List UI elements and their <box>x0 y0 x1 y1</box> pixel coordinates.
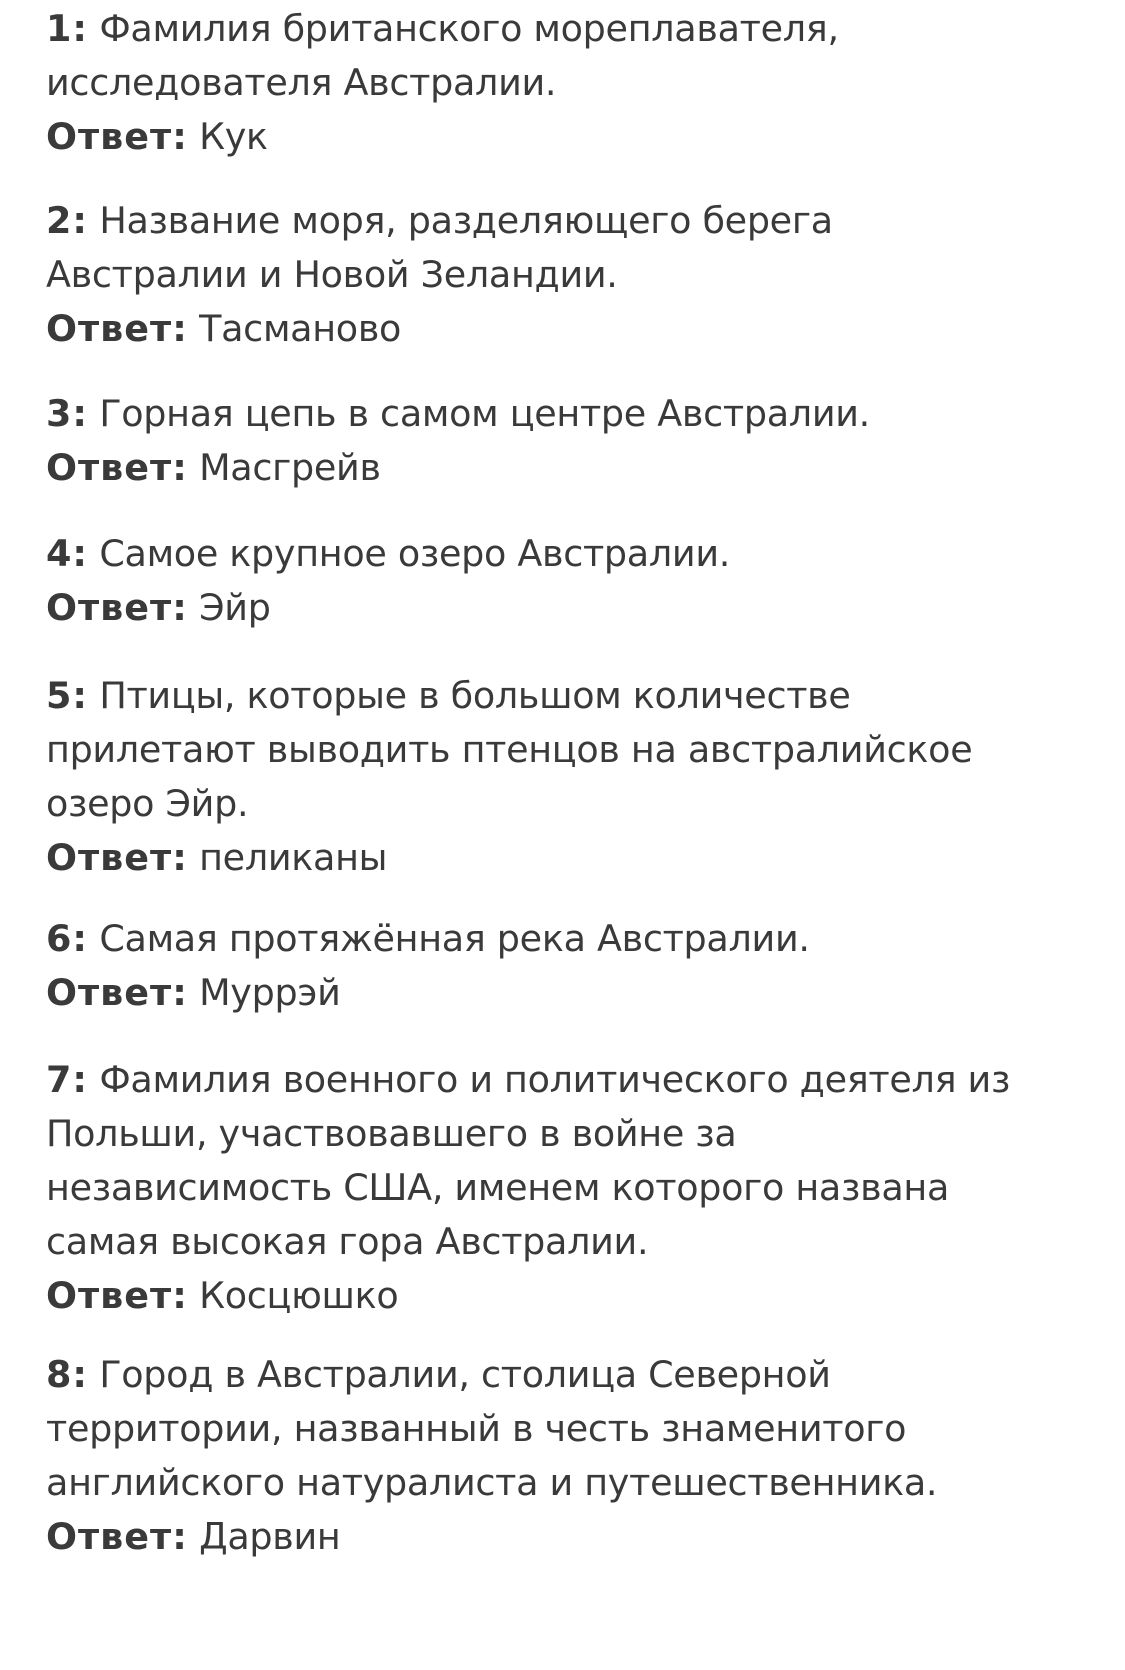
question-text: территории, названный в честь знаменитого <box>46 1407 907 1450</box>
question-line <box>46 669 1106 723</box>
answer-label: Ответ: <box>46 971 188 1014</box>
answer-line <box>46 966 1106 1020</box>
answer-value: Косцюшко <box>199 1274 399 1317</box>
question-text: Польши, участвовавшего в войне за <box>46 1112 737 1155</box>
question-text: Самая протяжённая река Австралии. <box>99 917 810 960</box>
question-text: самая высокая гора Австралии. <box>46 1220 649 1263</box>
answer-value: Муррэй <box>199 971 341 1014</box>
question-number: 6: <box>46 917 88 960</box>
question-line <box>46 56 1106 110</box>
answer-value: пеликаны <box>199 836 388 879</box>
answer-line <box>46 1269 1106 1323</box>
question-text: Горная цепь в самом центре Австралии. <box>99 392 870 435</box>
qa-item-3 <box>46 387 1106 495</box>
question-number: 8: <box>46 1353 88 1396</box>
qa-item-6 <box>46 912 1106 1020</box>
answer-label: Ответ: <box>46 586 188 629</box>
question-line <box>46 1456 1106 1510</box>
question-number: 2: <box>46 199 88 242</box>
question-text: Птицы, которые в большом количестве <box>99 674 851 717</box>
question-line <box>46 527 1106 581</box>
qa-item-2 <box>46 194 1106 356</box>
question-text: прилетают выводить птенцов на австралийское <box>46 728 973 771</box>
answer-label: Ответ: <box>46 115 188 158</box>
answer-line <box>46 1510 1106 1564</box>
question-text: Самое крупное озеро Австралии. <box>99 532 731 575</box>
question-text: озеро Эйр. <box>46 782 249 825</box>
answer-value: Масгрейв <box>199 446 381 489</box>
question-line <box>46 1215 1106 1269</box>
question-number: 7: <box>46 1058 88 1101</box>
answer-value: Кук <box>199 115 268 158</box>
answer-label: Ответ: <box>46 836 188 879</box>
answer-label: Ответ: <box>46 307 188 350</box>
qa-item-4 <box>46 527 1106 635</box>
question-text: Название моря, разделяющего берега <box>99 199 833 242</box>
question-line <box>46 387 1106 441</box>
question-text: исследователя Австралии. <box>46 61 557 104</box>
answer-value: Эйр <box>199 586 271 629</box>
question-line <box>46 2 1106 56</box>
question-text: Город в Австралии, столица Северной <box>99 1353 831 1396</box>
answer-value: Дарвин <box>199 1515 341 1558</box>
question-text: Фамилия британского мореплавателя, <box>99 7 839 50</box>
answer-label: Ответ: <box>46 1274 188 1317</box>
question-line <box>46 1402 1106 1456</box>
question-line <box>46 1053 1106 1107</box>
question-line <box>46 777 1106 831</box>
question-text: английского натуралиста и путешественника. <box>46 1461 938 1504</box>
question-line <box>46 194 1106 248</box>
question-line <box>46 723 1106 777</box>
question-number: 1: <box>46 7 88 50</box>
answer-line <box>46 581 1106 635</box>
answer-line <box>46 302 1106 356</box>
answer-line <box>46 831 1106 885</box>
question-number: 4: <box>46 532 88 575</box>
question-line <box>46 1107 1106 1161</box>
question-text: Фамилия военного и политического деятеля из <box>99 1058 1011 1101</box>
answer-line <box>46 110 1106 164</box>
answer-label: Ответ: <box>46 1515 188 1558</box>
qa-item-5 <box>46 669 1106 885</box>
question-text: независимость США, именем которого названа <box>46 1166 950 1209</box>
question-line <box>46 1161 1106 1215</box>
question-number: 5: <box>46 674 88 717</box>
question-text: Австралии и Новой Зеландии. <box>46 253 618 296</box>
answer-label: Ответ: <box>46 446 188 489</box>
question-number: 3: <box>46 392 88 435</box>
answer-value: Тасманово <box>199 307 402 350</box>
question-line <box>46 912 1106 966</box>
answer-line <box>46 441 1106 495</box>
qa-item-8 <box>46 1348 1106 1564</box>
question-line <box>46 1348 1106 1402</box>
question-line <box>46 248 1106 302</box>
qa-item-1 <box>46 2 1106 164</box>
qa-item-7 <box>46 1053 1106 1323</box>
